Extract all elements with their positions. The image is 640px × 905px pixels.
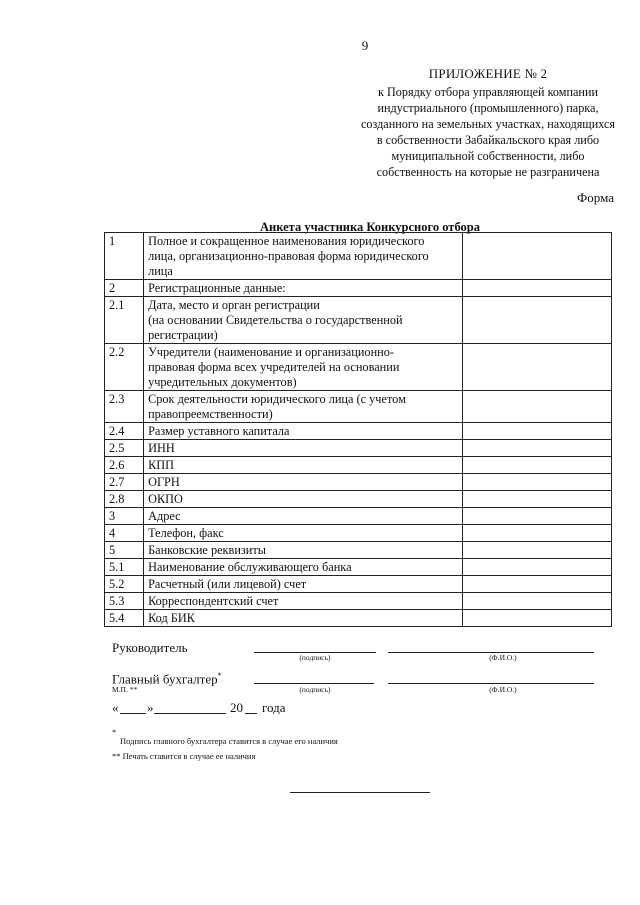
row-value-cell[interactable] — [462, 508, 611, 525]
row-value-cell[interactable] — [462, 233, 611, 280]
row-label — [144, 559, 463, 576]
row-label-line: лица — [148, 264, 173, 278]
row-label-line: Регистрационные данные: — [148, 281, 286, 295]
row-label-line: КПП — [148, 458, 175, 472]
table-row — [105, 280, 612, 297]
row-value-cell[interactable] — [462, 344, 611, 391]
row-value-cell[interactable] — [462, 610, 611, 627]
table-row — [105, 593, 612, 610]
table-row — [105, 542, 612, 559]
row-value-cell[interactable] — [462, 542, 611, 559]
head-label: Руководитель — [112, 640, 188, 655]
appendix-line: собственность на которые не разграничена — [376, 165, 600, 179]
row-label-line: Корреспондентский счет — [148, 594, 279, 608]
table-row — [105, 559, 612, 576]
row-value-cell[interactable] — [462, 440, 611, 457]
accountant-mark: * — [217, 671, 222, 680]
row-label-line: Код БИК — [148, 611, 195, 625]
row-label-line: правовая форма всех учредителей на основании — [148, 360, 400, 374]
row-label — [144, 610, 463, 627]
table-row — [105, 423, 612, 440]
row-number: 2.5 — [105, 440, 144, 457]
row-number: 5.4 — [105, 610, 144, 627]
row-value-cell[interactable] — [462, 280, 611, 297]
row-label-line: регистрации) — [148, 328, 218, 342]
row-label-line: Банковские реквизиты — [148, 543, 266, 557]
row-label-line: правопреемственности) — [148, 407, 273, 421]
row-label — [144, 457, 463, 474]
row-label — [144, 233, 463, 280]
table-row — [105, 233, 612, 280]
row-label — [144, 542, 463, 559]
row-number: 2.4 — [105, 423, 144, 440]
row-label-line: ОГРН — [148, 475, 180, 489]
table-row — [105, 457, 612, 474]
row-label-line: ИНН — [148, 441, 175, 455]
row-number: 4 — [105, 525, 144, 542]
row-label — [144, 474, 463, 491]
row-value-cell[interactable] — [462, 491, 611, 508]
row-label-line: Телефон, факс — [148, 526, 224, 540]
row-value-cell[interactable] — [462, 525, 611, 542]
row-value-cell[interactable] — [462, 576, 611, 593]
row-value-cell[interactable] — [462, 474, 611, 491]
row-label — [144, 593, 463, 610]
appendix-line: индустриального (промышленного) парка, — [377, 101, 599, 115]
date-month-line[interactable] — [154, 713, 226, 714]
table-row — [105, 508, 612, 525]
footnote-mark: * — [112, 727, 117, 737]
table-row — [105, 474, 612, 491]
row-value-cell[interactable] — [462, 423, 611, 440]
date-day-line[interactable] — [120, 713, 146, 714]
row-number: 2.6 — [105, 457, 144, 474]
row-number: 2.7 — [105, 474, 144, 491]
row-label — [144, 491, 463, 508]
row-number: 2.8 — [105, 491, 144, 508]
footnote-seal: ** Печать ставится в случае ее наличия — [112, 751, 256, 761]
date-open: « — [112, 700, 119, 715]
row-label-line: ОКПО — [148, 492, 183, 506]
row-number: 2.3 — [105, 391, 144, 423]
appendix-line: к Порядку отбора управляющей компании — [378, 85, 598, 99]
row-number: 3 — [105, 508, 144, 525]
accountant-name-caption: (Ф.И.О.) — [489, 685, 517, 694]
date-year-line[interactable] — [245, 713, 257, 714]
row-label-line: Расчетный (или лицевой) счет — [148, 577, 307, 591]
row-number: 5 — [105, 542, 144, 559]
appendix-title: ПРИЛОЖЕНИЕ № 2 — [428, 66, 548, 81]
row-label-line: Размер уставного капитала — [148, 424, 290, 438]
head-name-caption: (Ф.И.О.) — [489, 653, 517, 662]
row-label — [144, 391, 463, 423]
head-signature-caption: (подпись) — [299, 653, 331, 662]
row-label-line: Полное и сокращенное наименования юридического — [148, 234, 425, 248]
row-number: 5.2 — [105, 576, 144, 593]
row-label-line: (на основании Свидетельства о государственной — [148, 313, 403, 327]
end-divider — [290, 792, 430, 793]
appendix-line: созданного на земельных участках, находящихся — [361, 117, 615, 131]
row-label — [144, 280, 463, 297]
accountant-name-line[interactable] — [388, 683, 594, 684]
questionnaire-table — [104, 232, 612, 627]
table-row — [105, 440, 612, 457]
page-number: 9 — [361, 38, 369, 53]
table-row — [105, 610, 612, 627]
row-number: 2.2 — [105, 344, 144, 391]
questionnaire-table-body — [105, 233, 612, 627]
row-value-cell[interactable] — [462, 593, 611, 610]
row-number: 2.1 — [105, 297, 144, 344]
row-value-cell[interactable] — [462, 391, 611, 423]
row-label — [144, 525, 463, 542]
seal-label: М.П. ** — [112, 685, 138, 694]
date-mid: » — [147, 700, 154, 715]
table-row — [105, 297, 612, 344]
row-label-line: лица, организационно-правовая форма юридического — [148, 249, 429, 263]
row-number: 5.1 — [105, 559, 144, 576]
row-value-cell[interactable] — [462, 297, 611, 344]
date-year-prefix: 20 — [230, 700, 243, 715]
row-label — [144, 576, 463, 593]
row-label-line: Дата, место и орган регистрации — [148, 298, 320, 312]
form-label: Форма — [577, 190, 614, 205]
row-number: 5.3 — [105, 593, 144, 610]
row-label-line: Срок деятельности юридического лица (с учетом — [148, 392, 406, 406]
table-title: Анкета участника Конкурсного отбора — [260, 220, 480, 234]
table-row — [105, 525, 612, 542]
footnote-accountant: Подпись главного бухгалтера ставится в случае его наличия — [120, 736, 338, 746]
accountant-signature-line[interactable] — [254, 683, 374, 684]
appendix-line: в собственности Забайкальского края либо — [376, 133, 600, 147]
row-label — [144, 440, 463, 457]
appendix-line: муниципальной собственности, либо — [391, 149, 585, 163]
row-label-line: учредительных документов) — [148, 375, 297, 389]
accountant-signature-caption: (подпись) — [299, 685, 331, 694]
row-label-line: Наименование обслуживающего банка — [148, 560, 352, 574]
appendix-text — [318, 84, 640, 180]
row-label — [144, 423, 463, 440]
row-label — [144, 508, 463, 525]
date-suffix: года — [262, 700, 286, 715]
table-row — [105, 491, 612, 508]
row-number: 1 — [105, 233, 144, 280]
table-row — [105, 391, 612, 423]
table-row — [105, 344, 612, 391]
row-label — [144, 297, 463, 344]
row-label-line: Учредители (наименование и организационно- — [148, 345, 394, 359]
row-number: 2 — [105, 280, 144, 297]
row-value-cell[interactable] — [462, 457, 611, 474]
row-label — [144, 344, 463, 391]
accountant-label: Главный бухгалтер — [112, 671, 218, 687]
row-label-line: Адрес — [148, 509, 181, 523]
row-value-cell[interactable] — [462, 559, 611, 576]
table-row — [105, 576, 612, 593]
